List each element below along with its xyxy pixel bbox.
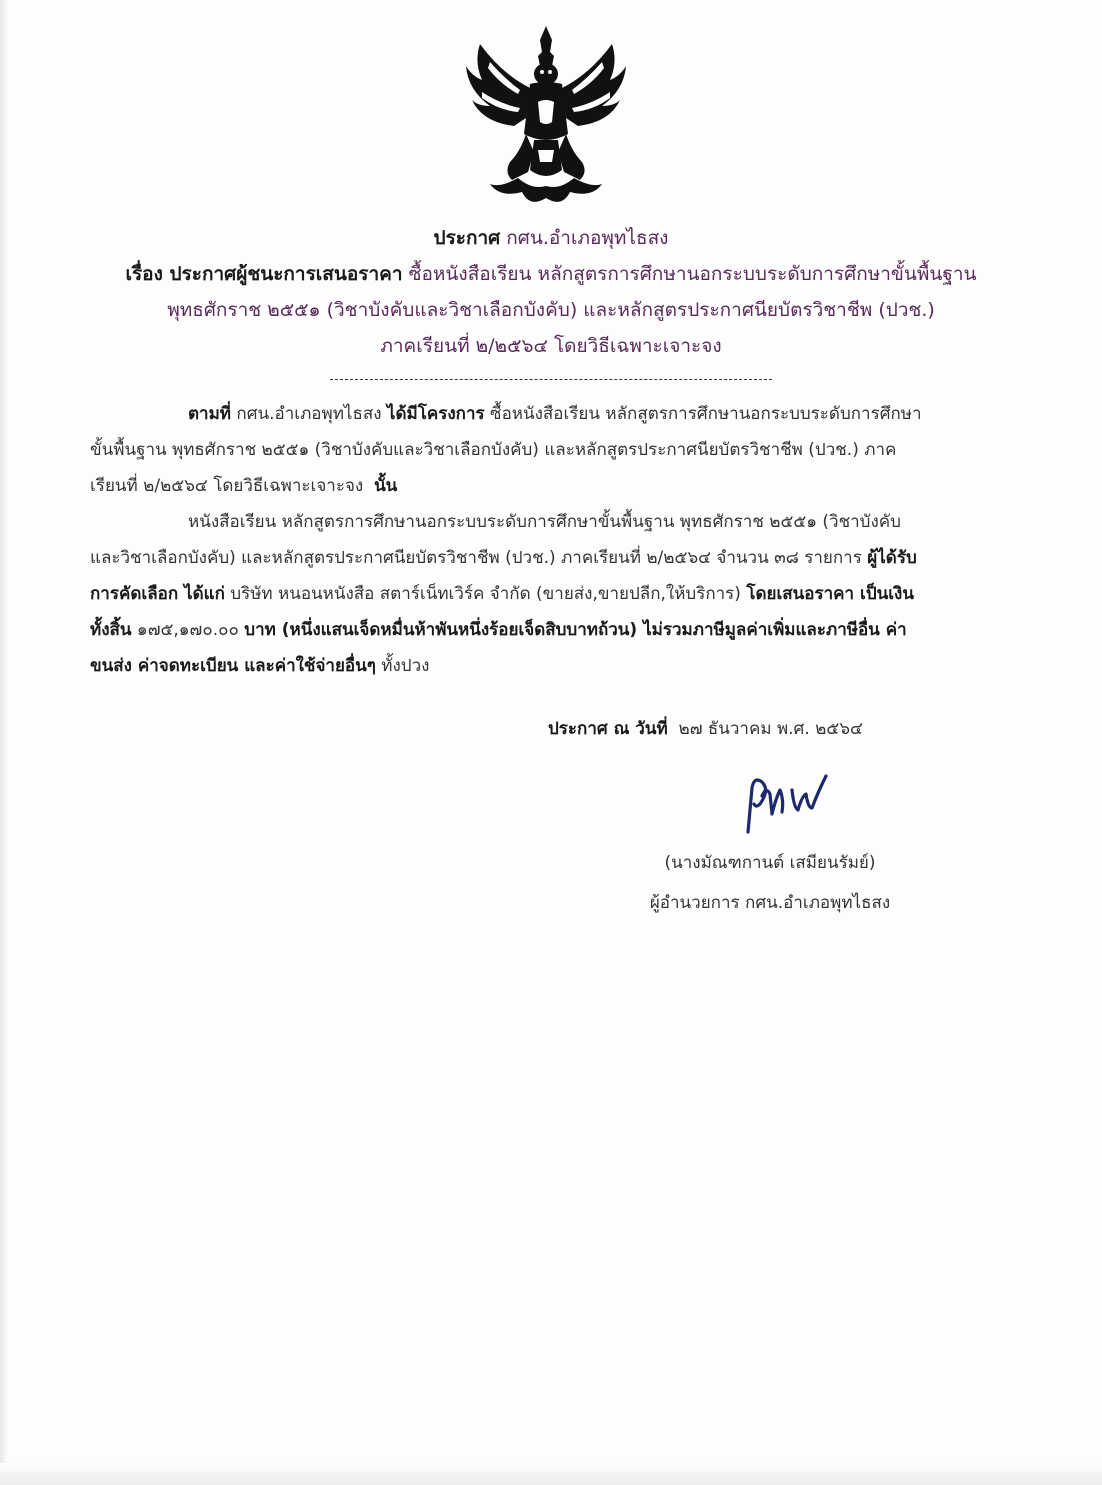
announce-date-value: ๒๗ ธันวาคม พ.ศ. ๒๕๖๔ bbox=[678, 719, 863, 739]
price-words: บาท (หนึ่งแสนเจ็ดหมื่นห้าพันหนึ่งร้อยเจ็ดสิบบาทถ้วน) ไม่รวมภาษีมูลค่าเพิ่มและภาษีอื่น ค่า bbox=[244, 620, 907, 640]
heading-subject-label: เรื่อง ประกาศผู้ชนะการเสนอราคา bbox=[125, 263, 403, 285]
page-shadow-bottom bbox=[0, 1463, 1102, 1485]
heading-line-2 bbox=[60, 256, 1042, 292]
semester-text: เรียนที่ ๒/๒๕๖๔ โดยวิธีเฉพาะเจาะจง bbox=[90, 476, 364, 496]
paragraph-winner-line-4 bbox=[90, 612, 995, 648]
text-bold: ผู้ได้รับ bbox=[867, 548, 917, 568]
signer-position: ผู้อำนวยการ กศน.อำเภอพุทไธสง bbox=[649, 893, 891, 913]
text-bold: การคัดเลือก ได้แก่ bbox=[90, 584, 225, 604]
text-bold: ตามที่ bbox=[188, 404, 231, 424]
price-amount: ๑๗๕,๑๗๐.๐๐ bbox=[136, 620, 239, 640]
text-bold: ขนส่ง ค่าจดทะเบียน และค่าใช้จ่ายอื่นๆ bbox=[90, 656, 376, 676]
heading-line-1 bbox=[60, 220, 1042, 256]
items-text: และวิชาเลือกบังคับ) และหลักสูตรประกาศนียบัตรวิชาชีพ (ปวช.) ภาคเรียนที่ ๒/๒๕๖๔ จำนวน ๓๘ รายการ bbox=[90, 548, 862, 568]
winner-company: บริษัท หนอนหนังสือ สตาร์เน็ทเวิร์ค จำกัด (ขายส่ง,ขายปลีก,ให้บริการ) bbox=[230, 584, 741, 604]
announce-date-label: ประกาศ ณ วันที่ bbox=[548, 719, 668, 739]
paragraph-project-line-2: ขั้นพื้นฐาน พุทธศักราช ๒๕๕๑ (วิชาบังคับและวิชาเลือกบังคับ) และหลักสูตรประกาศนียบัตรวิชาชีพ (ปวช.) ภาค bbox=[90, 440, 897, 460]
garuda-emblem-icon bbox=[460, 22, 632, 212]
text-bold: โดยเสนอราคา เป็นเงิน bbox=[746, 584, 914, 604]
project-text: ซื้อหนังสือเรียน หลักสูตรการศึกษานอกระบบระดับการศึกษา bbox=[490, 404, 922, 424]
agency-name: กศน.อำเภอพุทไธสง bbox=[236, 404, 382, 424]
handwritten-signature-icon bbox=[736, 768, 836, 834]
page-shadow-left bbox=[0, 0, 8, 1485]
paragraph-winner-line-3 bbox=[90, 576, 995, 612]
heading-agency-name: กศน.อำเภอพุทไธสง bbox=[506, 227, 669, 249]
paragraph-winner-line-5 bbox=[90, 648, 995, 684]
text-bold: ทั้งสิ้น bbox=[90, 620, 132, 640]
heading-subject-text: ซื้อหนังสือเรียน หลักสูตรการศึกษานอกระบบระดับการศึกษาขั้นพื้นฐาน bbox=[408, 263, 977, 285]
paragraph-project-line-1 bbox=[90, 396, 995, 432]
heading-announcement-label: ประกาศ bbox=[433, 227, 501, 249]
text-bold: ได้มีโครงการ bbox=[386, 404, 485, 424]
heading-line-4: ภาคเรียนที่ ๒/๒๕๖๔ โดยวิธีเฉพาะเจาะจง bbox=[380, 335, 722, 357]
text-plain: ทั้งปวง bbox=[381, 656, 430, 676]
text-bold: นั้น bbox=[374, 476, 398, 496]
paragraph-winner-line-2 bbox=[90, 540, 995, 576]
heading-line-3: พุทธศักราช ๒๕๕๑ (วิชาบังคับและวิชาเลือกบังคับ) และหลักสูตรประกาศนียบัตรวิชาชีพ (ปวช.) bbox=[167, 299, 935, 321]
signer-name: (นางมัณฑกานต์ เสมียนรัมย์) bbox=[664, 853, 876, 873]
announce-date bbox=[548, 712, 863, 746]
heading bbox=[60, 220, 1042, 364]
paragraph-winner-line-1: หนังสือเรียน หลักสูตรการศึกษานอกระบบระดับการศึกษาขั้นพื้นฐาน พุทธศักราช ๒๕๕๑ (วิชาบังคับ bbox=[188, 512, 901, 532]
paragraph-project bbox=[90, 396, 995, 504]
heading-divider bbox=[330, 379, 772, 380]
paragraph-winner bbox=[90, 504, 995, 684]
paragraph-project-line-3 bbox=[90, 468, 995, 504]
